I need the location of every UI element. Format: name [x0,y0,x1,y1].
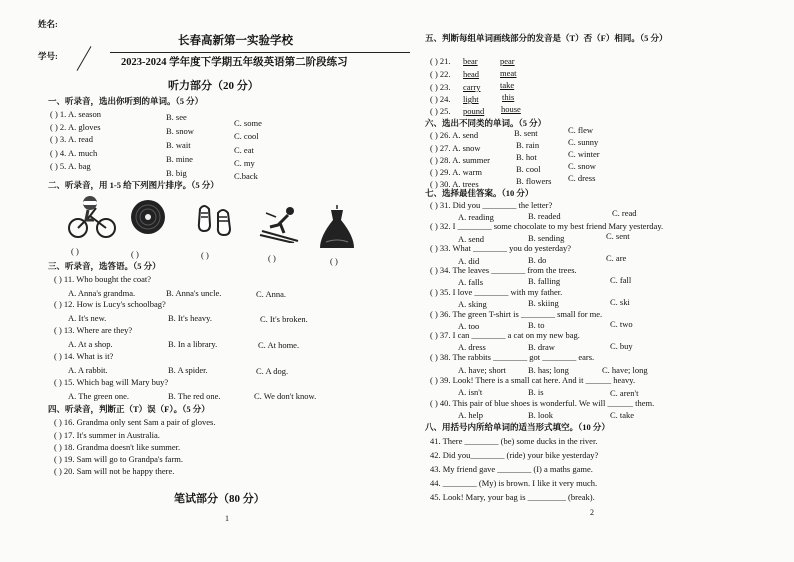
picture-4-blank[interactable]: ( ) [268,253,276,263]
question-25: ( ) 25. [430,106,451,116]
school-name: 长春高新第一实验学校 [178,35,293,47]
option-34a: A. falls [458,277,484,287]
word-25a: pound [463,106,485,116]
boy-bicycle-picture [66,194,118,240]
option-36b: B. to [528,320,545,330]
option-35b: B. skiing [528,298,559,308]
option-31b: B. readed [528,211,561,221]
question-45: 45. Look! Mary, your bag is _________ (break). [430,492,595,502]
option-3c: C. eat [234,145,254,155]
question-20: ( ) 20. Sam will not be happy there. [54,466,175,476]
option-11b: B. Anna's uncle. [166,288,222,298]
question-39: ( ) 39. Look! There is a small cat here. And it ______ heavy. [430,375,636,385]
option-36c: C. two [610,319,633,329]
option-3b: B. wait [166,140,191,150]
option-33b: B. do [528,255,547,265]
question-1: ( ) 1. A. season [50,109,101,119]
question-12: ( ) 12. How is Lucy's schoolbag? [54,299,166,309]
exam-title: 2023-2024 学年度下学期五年级英语第二阶段练习 [121,57,348,68]
question-21: ( ) 21. [430,56,451,66]
option-11c: C. Anna. [256,289,286,299]
option-4c: C. my [234,158,255,168]
question-2: ( ) 2. A. gloves [50,122,101,132]
option-15a: A. The green one. [68,391,129,401]
option-38a: A. have; short [458,365,506,375]
option-27b: B. rain [516,140,540,150]
question-33: ( ) 33. What ________ you do yesterday? [430,243,572,253]
question-24: ( ) 24. [430,94,451,104]
option-12c: C. It's broken. [260,314,308,324]
option-15c: C. We don't know. [254,391,317,401]
question-34: ( ) 34. The leaves ________ from the trees. [430,265,577,275]
option-40c: C. take [610,410,635,420]
question-35: ( ) 35. I love ________ with my father. [430,287,563,297]
option-13b: B. In a library. [168,339,218,349]
option-26b: B. sent [514,128,538,138]
option-39c: C. aren't [610,388,639,398]
picture-3-blank[interactable]: ( ) [201,250,209,260]
section-8-title: 八、用括号内所给单词的适当形式填空。（10 分） [425,422,610,432]
picture-2-blank[interactable]: ( ) [131,249,139,259]
question-13: ( ) 13. Where are they? [54,325,133,335]
section-6-title: 六、选出不同类的单词。（5 分） [425,118,547,128]
option-38b: B. has; long [528,365,569,375]
option-37a: A. dress [458,342,486,352]
dress-picture [318,204,356,250]
section-5-title: 五、判断每组单词画线部分的发音是（T）否（F）相同。（5 分） [425,33,668,43]
question-32: ( ) 32. I ________ some chocolate to my best friend Mary yesterday. [430,221,664,231]
question-36: ( ) 36. The green T-shirt is ________ small for me. [430,309,603,319]
question-38: ( ) 38. The rabbits ________ got ________ ears. [430,352,595,362]
option-32b: B. sending [528,233,565,243]
question-29: ( ) 29. A. warm [430,167,482,177]
shoes-picture [196,203,236,237]
option-2b: B. snow [166,126,194,136]
option-14c: C. A dog. [256,366,289,376]
option-5b: B. big [166,168,187,178]
option-38c: C. have; long [602,365,648,375]
word-21a: bear [463,56,478,66]
page-number-1: 1 [225,514,229,523]
option-31c: C. read [612,208,637,218]
option-37b: B. draw [528,342,555,352]
option-26c: C. flew [568,125,594,135]
option-12b: B. It's heavy. [168,313,212,323]
question-18: ( ) 18. Grandma doesn't like summer. [54,442,181,452]
question-16: ( ) 16. Grandma only sent Sam a pair of gloves. [54,417,216,427]
picture-1-blank[interactable]: ( ) [71,246,79,256]
option-1b: B. see [166,112,187,122]
option-33a: A. did [458,256,480,266]
option-28b: B. hot [516,152,537,162]
option-27c: C. sunny [568,137,599,147]
word-24a: light [463,94,479,104]
question-15: ( ) 15. Which bag will Mary buy? [54,377,169,387]
question-40: ( ) 40. This pair of blue shoes is wonderful. We will ______ them. [430,398,655,408]
option-12a: A. It's new. [68,313,107,323]
word-24b: this [502,92,515,102]
question-37: ( ) 37. I can ________ a cat on my new bag. [430,330,580,340]
question-4: ( ) 4. A. much [50,148,98,158]
question-42: 42. Did you________ (ride) your bike yesterday? [430,450,599,460]
option-15b: B. The red one. [168,391,221,401]
option-5c: C.back [234,171,258,181]
option-32c: C. sent [606,231,630,241]
question-27: ( ) 27. A. snow [430,143,481,153]
word-21b: pear [500,56,515,66]
word-22b: meat [500,68,517,78]
option-30c: C. dress [568,173,596,183]
name-label: 姓名: [38,19,58,29]
option-29b: B. cool [516,164,541,174]
section-7-title: 七、选择最佳答案。（10 分） [425,188,534,198]
option-4b: B. mine [166,154,193,164]
question-3: ( ) 3. A. read [50,134,93,144]
option-40b: B. look [528,410,554,420]
option-28c: C. winter [568,149,600,159]
question-22: ( ) 22. [430,69,451,79]
question-19: ( ) 19. Sam will go to Grandpa's farm. [54,454,184,464]
option-31a: A. reading [458,212,494,222]
section-2-title: 二、听录音，用 1-5 给下列图片排序。（5 分） [48,180,219,190]
student-id-label: 学号: [38,51,58,61]
option-39a: A. isn't [458,387,483,397]
question-41: 41. There ________ (be) some ducks in the river. [430,436,598,446]
question-17: ( ) 17. It's summer in Australia. [54,430,160,440]
question-5: ( ) 5. A. bag [50,161,91,171]
option-11a: A. Anna's grandma. [68,288,136,298]
option-14b: B. A spider. [168,365,208,375]
question-14: ( ) 14. What is it? [54,351,114,361]
option-36a: A. too [458,321,480,331]
option-32a: A. send [458,234,484,244]
option-2c: C. cool [234,131,259,141]
word-23a: carry [463,82,481,92]
question-28: ( ) 28. A. summer [430,155,490,165]
option-29c: C. snow [568,161,596,171]
question-11: ( ) 11. Who bought the coat? [54,274,152,284]
option-34c: C. fall [610,275,632,285]
question-44: 44. ________ (My) is brown. I like it very much. [430,478,598,488]
written-heading: 笔试部分（80 分） [174,493,265,505]
option-1c: C. some [234,118,262,128]
header-rule [110,52,410,53]
option-30b: B. flowers [516,176,552,186]
option-33c: C. are [606,253,627,263]
option-13c: C. At home. [258,340,300,350]
option-37c: C. buy [610,341,633,351]
skier-picture [258,205,304,243]
section-4-title: 四、听录音，判断正（T）误（F）。（5 分） [48,404,210,414]
listening-heading: 听力部分（20 分） [168,80,259,92]
binding-slash [77,46,92,71]
word-25b: house [501,104,521,114]
question-23: ( ) 23. [430,82,451,92]
section-3-title: 三、听录音，选答语。（5 分） [48,261,161,271]
section-1-title: 一、听录音，选出你听到的单词。（5 分） [48,96,204,106]
picture-5-blank[interactable]: ( ) [330,256,338,266]
option-34b: B. falling [528,276,561,286]
page-number-2: 2 [590,508,594,517]
question-31: ( ) 31. Did you ________ the letter? [430,200,553,210]
option-14a: A. A rabbit. [68,365,108,375]
question-26: ( ) 26. A. send [430,130,479,140]
option-13a: A. At a shop. [68,339,113,349]
option-40a: A. help [458,410,484,420]
word-23b: take [500,80,515,90]
question-43: 43. My friend gave ________ (I) a maths game. [430,464,593,474]
option-35a: A. sking [458,299,487,309]
word-22a: head [463,69,480,79]
option-39b: B. is [528,387,544,397]
question-30: ( ) 30. A. trees [430,179,479,189]
option-35c: C. ski [610,297,630,307]
record-disc-picture [130,199,166,235]
